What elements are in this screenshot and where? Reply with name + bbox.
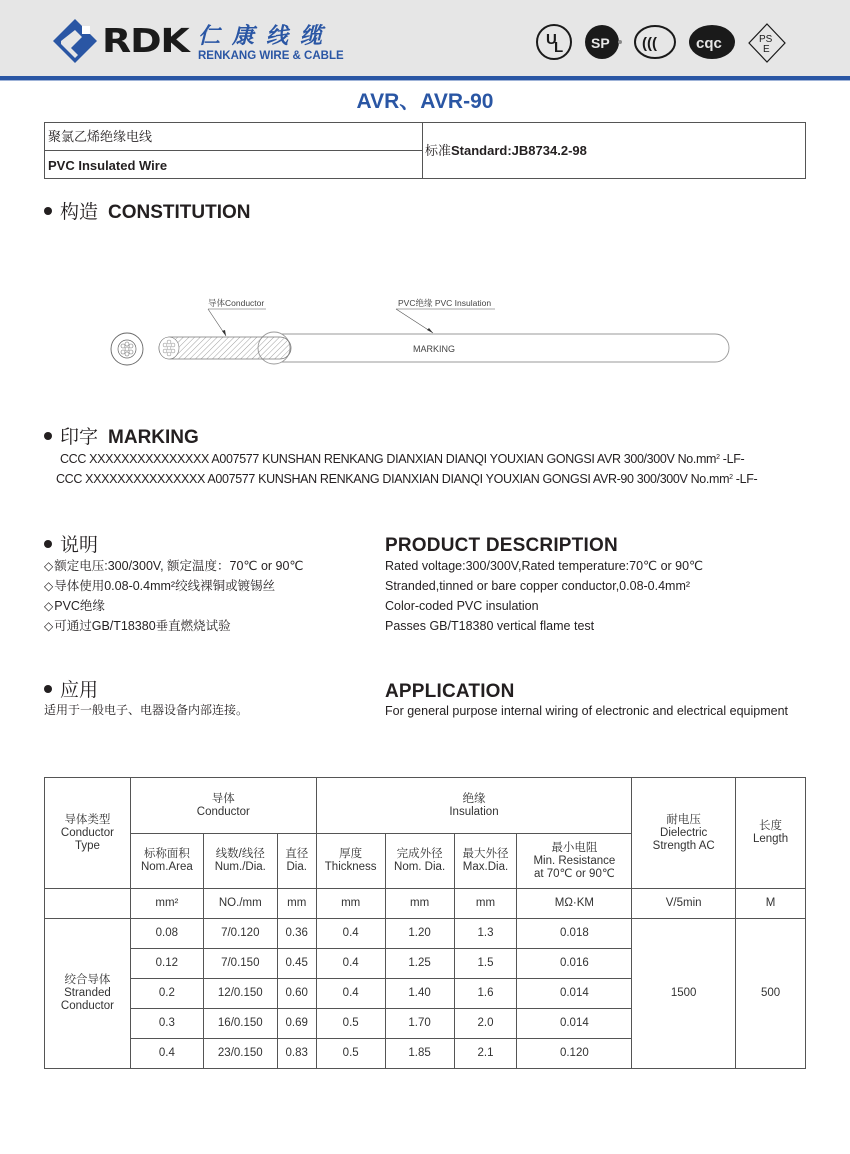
company-name-en: RENKANG WIRE & CABLE xyxy=(198,50,344,62)
product-description-heading: PRODUCT DESCRIPTION xyxy=(385,535,618,556)
cable-diagram xyxy=(100,290,750,380)
cell: 0.36 xyxy=(277,919,316,949)
marking-tail: -LF- xyxy=(719,452,745,466)
logo-letters: RDK xyxy=(102,21,189,60)
unit-cell xyxy=(45,889,131,919)
header-cn: 直径 xyxy=(285,848,309,860)
company-name-cn: 仁康线缆 xyxy=(198,23,335,48)
cell: 7/0.150 xyxy=(203,949,277,979)
type-en: Conductor xyxy=(60,1000,114,1012)
marking-text: CCC XXXXXXXXXXXXXXX A007577 KUNSHAN RENKANG DIANXIAN DIANQI YOUXIAN GONGSI AVR 300/300V No.mm xyxy=(60,452,717,466)
marking-heading xyxy=(44,427,199,449)
header-cn: 绝缘 xyxy=(462,792,486,805)
standard-prefix: 标准 xyxy=(425,143,452,158)
page-header xyxy=(0,0,850,76)
cell: 2.0 xyxy=(454,1009,517,1039)
ul-cert-icon xyxy=(535,22,573,62)
svg-text:U: U xyxy=(546,31,557,48)
cell: 0.014 xyxy=(517,979,632,1009)
header-divider-light xyxy=(0,80,850,81)
specification-table xyxy=(44,777,806,1069)
insulation-group-header xyxy=(316,778,632,834)
marking-tail: -LF- xyxy=(732,472,758,486)
length-header xyxy=(736,778,806,889)
product-name-en: PVC Insulated Wire xyxy=(48,158,168,173)
application-heading-cn xyxy=(44,680,98,702)
bullet-icon xyxy=(44,207,52,215)
cell: 1.85 xyxy=(385,1039,454,1069)
unit-cell: V/5min xyxy=(632,889,736,919)
length-value-cell: 500 xyxy=(736,919,806,1069)
cell: 0.5 xyxy=(316,1009,385,1039)
description-item: ◇ PVC绝缘 xyxy=(44,596,303,616)
col-header-num-dia xyxy=(203,834,277,889)
bullet-icon xyxy=(44,685,52,693)
spec-box xyxy=(44,122,806,179)
header-en: Length xyxy=(752,833,789,845)
type-cn: 绞合导体 xyxy=(64,974,111,986)
unit-cell: mm xyxy=(316,889,385,919)
cell: 0.08 xyxy=(130,919,203,949)
heading-cn: 应用 xyxy=(60,680,99,701)
unit-cell: mm² xyxy=(130,889,203,919)
conductor-group-header xyxy=(130,778,316,834)
cell: 0.45 xyxy=(277,949,316,979)
unit-cell: NO./mm xyxy=(203,889,277,919)
table-units-row xyxy=(45,889,806,919)
heading-en: MARKING xyxy=(108,427,199,448)
cell: 1.70 xyxy=(385,1009,454,1039)
svg-text:SP: SP xyxy=(591,35,610,51)
description-list-cn xyxy=(44,556,303,636)
constitution-heading xyxy=(44,202,251,224)
header-en: Nom.Area xyxy=(140,861,193,873)
standard-value: Standard:JB8734.2-98 xyxy=(451,143,587,158)
header-en: Type xyxy=(74,839,100,852)
header-en: Min. Resistance xyxy=(533,854,616,867)
rdk-diamond-logo-icon xyxy=(52,18,98,64)
description-item: Color-coded PVC insulation xyxy=(385,599,539,613)
bullet-icon xyxy=(44,540,52,548)
dielectric-header xyxy=(632,778,736,889)
unit-cell: mm xyxy=(454,889,517,919)
product-title: AVR、AVR-90 xyxy=(356,90,494,113)
cell: 1.3 xyxy=(454,919,517,949)
header-cn: 最小电阻 xyxy=(551,841,598,854)
cell: 2.1 xyxy=(454,1039,517,1069)
header-cn: 长度 xyxy=(759,820,783,832)
svg-text:(((: ((( xyxy=(642,35,657,52)
cell: 0.4 xyxy=(316,949,385,979)
cell: 1.6 xyxy=(454,979,517,1009)
cell: 0.120 xyxy=(517,1039,632,1069)
bullet-icon xyxy=(44,432,52,440)
marking-text: CCC XXXXXXXXXXXXXXX A007577 KUNSHAN RENKANG DIANXIAN DIANQI YOUXIAN GONGSI AVR-90 300/300V No.mm xyxy=(56,472,730,486)
header-cn: 导体 xyxy=(211,792,235,805)
header-en: Dia. xyxy=(286,861,307,873)
cell: 0.4 xyxy=(130,1039,203,1069)
description-heading-cn xyxy=(44,535,98,557)
header-en: Strength AC xyxy=(652,839,715,852)
header-en: Thickness xyxy=(324,861,377,873)
header-cn: 最大外径 xyxy=(462,848,509,860)
heading-en: CONSTITUTION xyxy=(108,202,251,223)
standard-label xyxy=(425,142,587,159)
cell: 0.018 xyxy=(517,919,632,949)
heading-cn: 构造 xyxy=(60,202,99,223)
cell: 1.5 xyxy=(454,949,517,979)
col-header-max-dia xyxy=(454,834,517,889)
csa-cert-icon xyxy=(583,22,623,62)
company-logo xyxy=(52,18,352,64)
marking-line-avr90 xyxy=(56,472,757,487)
header-cn: 标称面积 xyxy=(143,848,190,860)
description-list-en xyxy=(385,556,703,636)
dielectric-value-cell: 1500 xyxy=(632,919,736,1069)
superscript: 2 xyxy=(729,474,733,481)
conductor-type-header xyxy=(45,778,131,889)
application-heading-en: APPLICATION xyxy=(385,681,515,702)
description-item: Rated voltage:300/300V,Rated temperature:70℃ or 90℃ xyxy=(385,559,704,573)
unit-cell: M xyxy=(736,889,806,919)
cell: 0.5 xyxy=(316,1039,385,1069)
cell: 0.60 xyxy=(277,979,316,1009)
col-header-min-resistance xyxy=(517,834,632,889)
header-en: Num./Dia. xyxy=(214,861,266,873)
header-en: Conductor xyxy=(60,826,114,839)
cell: 0.4 xyxy=(316,919,385,949)
header-cn: 厚度 xyxy=(339,848,363,860)
header-cn: 耐电压 xyxy=(666,813,701,826)
application-text-cn: 适用于一般电子、电器设备内部连接。 xyxy=(44,703,249,717)
header-en: Max.Dia. xyxy=(462,861,509,873)
cell: 0.12 xyxy=(130,949,203,979)
cell: 7/0.120 xyxy=(203,919,277,949)
pse-cert-icon xyxy=(747,22,787,64)
ccc-cert-icon xyxy=(633,22,677,62)
header-cn: 完成外径 xyxy=(396,848,443,860)
unit-cell: mm xyxy=(385,889,454,919)
cell: 0.014 xyxy=(517,1009,632,1039)
header-cn: 导体类型 xyxy=(64,813,111,826)
cqc-cert-icon xyxy=(687,22,737,62)
unit-cell: MΩ·KM xyxy=(517,889,632,919)
description-item: ◇ 额定电压:300/300V, 额定温度：70℃ or 90℃ xyxy=(44,556,303,576)
header-cn: 线数/线径 xyxy=(215,848,265,860)
description-item: Stranded,tinned or bare copper conductor,0.08-0.4mm² xyxy=(385,579,691,593)
cell: 1.20 xyxy=(385,919,454,949)
cell: 16/0.150 xyxy=(203,1009,277,1039)
application-text-en: For general purpose internal wiring of electronic and electrical equipment xyxy=(385,704,788,718)
unit-cell: mm xyxy=(277,889,316,919)
conductor-label: 导体Conductor xyxy=(208,298,265,308)
header-en: Nom. Dia. xyxy=(394,861,446,873)
col-header-dia xyxy=(277,834,316,889)
svg-text:L: L xyxy=(554,39,564,56)
table-row xyxy=(45,919,806,949)
cell: 1.25 xyxy=(385,949,454,979)
cell: 12/0.150 xyxy=(203,979,277,1009)
heading-cn: 印字 xyxy=(60,427,99,448)
heading-cn: 说明 xyxy=(60,535,99,556)
description-item: ◇ 可通过GB/T18380垂直燃烧试验 xyxy=(44,616,303,636)
header-en: Conductor xyxy=(196,805,250,818)
description-item: Passes GB/T18380 vertical flame test xyxy=(385,619,595,633)
stranded-conductor-cell xyxy=(45,919,131,1069)
cell: 0.69 xyxy=(277,1009,316,1039)
marking-line-avr xyxy=(60,452,744,467)
table-header-row-1 xyxy=(45,778,806,834)
col-header-nom-area xyxy=(130,834,203,889)
svg-text:E: E xyxy=(763,44,770,55)
cell: 0.3 xyxy=(130,1009,203,1039)
type-en: Stranded xyxy=(64,987,111,999)
cell: 1.40 xyxy=(385,979,454,1009)
header-en: at 70℃ or 90℃ xyxy=(533,867,615,880)
header-en: Dielectric xyxy=(660,826,708,839)
cell: 23/0.150 xyxy=(203,1039,277,1069)
insulation-label: PVC绝缘 PVC Insulation xyxy=(398,298,492,308)
header-en: Insulation xyxy=(449,805,499,818)
marking-label: MARKING xyxy=(413,344,456,354)
description-item: ◇ 导体使用0.08-0.4mm²绞线裸铜或镀锡丝 xyxy=(44,576,303,596)
cell: 0.016 xyxy=(517,949,632,979)
cell: 0.2 xyxy=(130,979,203,1009)
cell: 0.4 xyxy=(316,979,385,1009)
superscript: 2 xyxy=(716,454,720,461)
svg-text:PS: PS xyxy=(759,34,773,45)
cell: 0.83 xyxy=(277,1039,316,1069)
col-header-nom-dia xyxy=(385,834,454,889)
product-name-cn: 聚氯乙烯绝缘电线 xyxy=(45,123,423,151)
col-header-thickness xyxy=(316,834,385,889)
svg-text:cqc: cqc xyxy=(696,35,722,52)
